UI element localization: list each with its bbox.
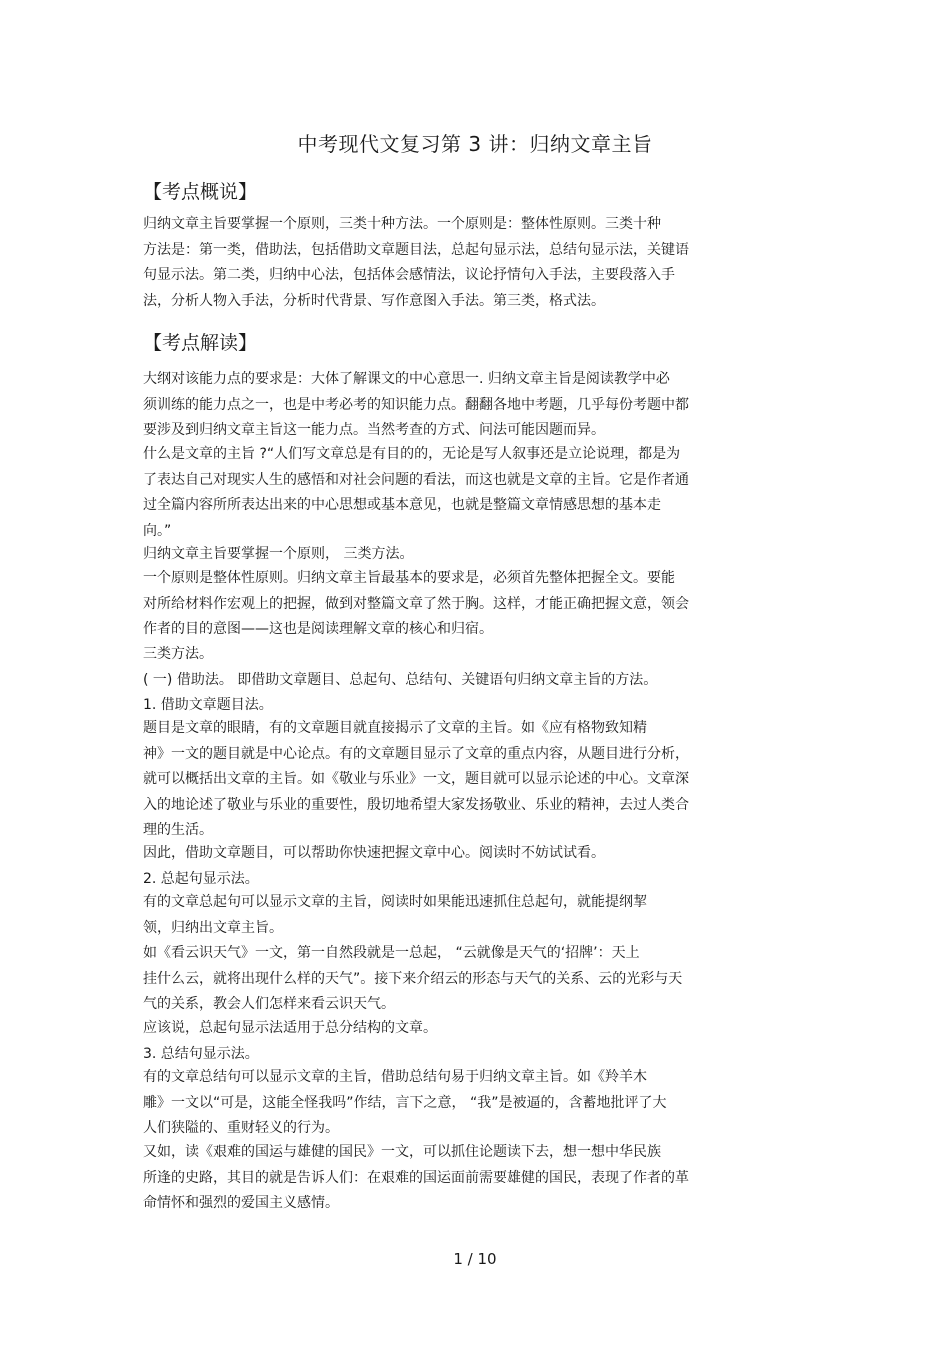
text-line: 就可以概括出文章的主旨。如《敬业与乐业》一文，题目就可以显示论述的中心。文章深 — [143, 771, 689, 787]
method-one-heading: ( 一) 借助法。 即借助文章题目、总起句、总结句、关键语句归纳文章主旨的方法。 — [143, 671, 658, 688]
text-line: 法，分析人物入手法，分析时代背景、写作意图入手法。第三类，格式法。 — [143, 292, 605, 309]
method-1-conclusion — [143, 841, 743, 867]
text-line: 如《看云识天气》一文，第一自然段就是一总起， “云就像是天气的‘招牌’：天上 — [143, 945, 640, 961]
text-line: 大纲对该能力点的要求是：大体了解课文的中心意思一. 归纳文章主旨是阅读教学中必 — [143, 371, 670, 387]
method-2-example — [143, 941, 743, 1018]
section-heading-overview: 【考点概说】 — [143, 181, 258, 203]
text-line: 方法是：第一类，借助法，包括借助文章题目法，总起句显示法，总结句显示法，关键语 — [143, 241, 689, 258]
requirement-paragraph — [143, 367, 743, 444]
text-line: 领，归纳出文章主旨。 — [143, 919, 283, 936]
text-line: 题目是文章的眼睛，有的文章题目就直接揭示了文章的主旨。如《应有格物致知精 — [143, 720, 647, 736]
text-line: 须训练的能力点之一，也是中考必考的知识能力点。翻翻各地中考题，几乎每份考题中都 — [143, 396, 689, 413]
text-line: 向。” — [143, 522, 172, 539]
method-1-heading: 1. 借助文章题目法。 — [143, 697, 273, 713]
text-line: 有的文章总结句可以显示文章的主旨，借助总结句易于归纳文章主旨。如《羚羊木 — [143, 1069, 647, 1085]
methods-heading: 三类方法。 — [143, 646, 213, 662]
methods-block — [143, 642, 743, 719]
text-line: 神》一文的题目就是中心论点。有的文章题目显示了文章的重点内容，从题目进行分析， — [143, 745, 689, 762]
definition-paragraph — [143, 442, 743, 544]
text-line: 句显示法。第二类，归纳中心法，包括体会感情法，议论抒情句入手法，主要段落入手 — [143, 267, 675, 283]
text-line: 有的文章总起句可以显示文章的主旨，阅读时如果能迅速抓住总起句，就能提纲挈 — [143, 894, 647, 910]
text-line: 什么是文章的主旨 ?“人们写文章总是有目的的，无论是写人叙事还是立论说理，都是为 — [143, 446, 681, 462]
text-line: 过全篇内容所所表达出来的中心思想或基本意见，也就是整篇文章情感思想的基本走 — [143, 497, 661, 513]
method-3-paragraph — [143, 1065, 743, 1142]
text-line: 雕》一文以“可是，这能全怪我吗”作结，言下之意， “我”是被逼的，含蓄地批评了大 — [143, 1094, 667, 1111]
text-line: 挂什么云，就将出现什么样的天气”。接下来介绍云的形态与天气的关系、云的光彩与天 — [143, 970, 683, 987]
method-3-heading: 3. 总结句显示法。 — [143, 1046, 259, 1062]
page-number: 1 / 10 — [453, 1250, 497, 1268]
text-line: 一个原则是整体性原则。归纳文章主旨最基本的要求是，必须首先整体把握全文。要能 — [143, 570, 675, 586]
text-line: 人们狭隘的、重财轻义的行为。 — [143, 1120, 339, 1136]
text-line: 因此，借助文章题目，可以帮助你快速把握文章中心。阅读时不妨试试看。 — [143, 845, 605, 861]
text-line: 归纳文章主旨要掌握一个原则， 三类方法。 — [143, 546, 414, 562]
text-line: 了表达自己对现实人生的感悟和对社会问题的看法，而这也就是文章的主旨。它是作者通 — [143, 471, 689, 488]
text-line: 归纳文章主旨要掌握一个原则，三类十种方法。一个原则是：整体性原则。三类十种 — [143, 216, 661, 232]
text-line: 对所给材料作宏观上的把握，做到对整篇文章了然于胸。这样，才能正确把握文意，领会 — [143, 595, 689, 612]
text-line: 应该说，总起句显示法适用于总分结构的文章。 — [143, 1020, 437, 1036]
method-1-paragraph — [143, 716, 743, 844]
text-line: 所逢的史路，其目的就是告诉人们：在艰难的国运面前需要雄健的国民，表现了作者的革 — [143, 1169, 689, 1186]
text-line: 又如，读《艰难的国运与雄健的国民》一文，可以抓住论题读下去，想一想中华民族 — [143, 1144, 661, 1160]
document-title: 中考现代文复习第 3 讲：归纳文章主旨 — [297, 132, 653, 156]
method-2-conclusion — [143, 1016, 743, 1042]
text-line: 作者的目的意图——这也是阅读理解文章的核心和归宿。 — [143, 621, 493, 637]
method-3-example — [143, 1140, 743, 1217]
principle-intro — [143, 542, 743, 568]
text-line: 气的关系，教会人们怎样来看云识天气。 — [143, 996, 395, 1012]
method-2-heading-block — [143, 867, 743, 893]
text-line: 要涉及到归纳文章主旨这一能力点。当然考查的方式、问法可能因题而异。 — [143, 422, 605, 438]
method-3-heading-block — [143, 1042, 743, 1068]
text-line: 理的生活。 — [143, 822, 213, 838]
overview-paragraph — [143, 212, 743, 314]
method-2-heading: 2. 总起句显示法。 — [143, 871, 259, 887]
section-heading-analysis: 【考点解读】 — [143, 332, 258, 354]
method-2-paragraph — [143, 890, 743, 941]
text-line: 入的地论述了敬业与乐业的重要性，殷切地希望大家发扬敬业、乐业的精神，去过人类合 — [143, 796, 689, 813]
principle-paragraph — [143, 566, 743, 643]
text-line: 命情怀和强烈的爱国主义感情。 — [143, 1195, 339, 1211]
